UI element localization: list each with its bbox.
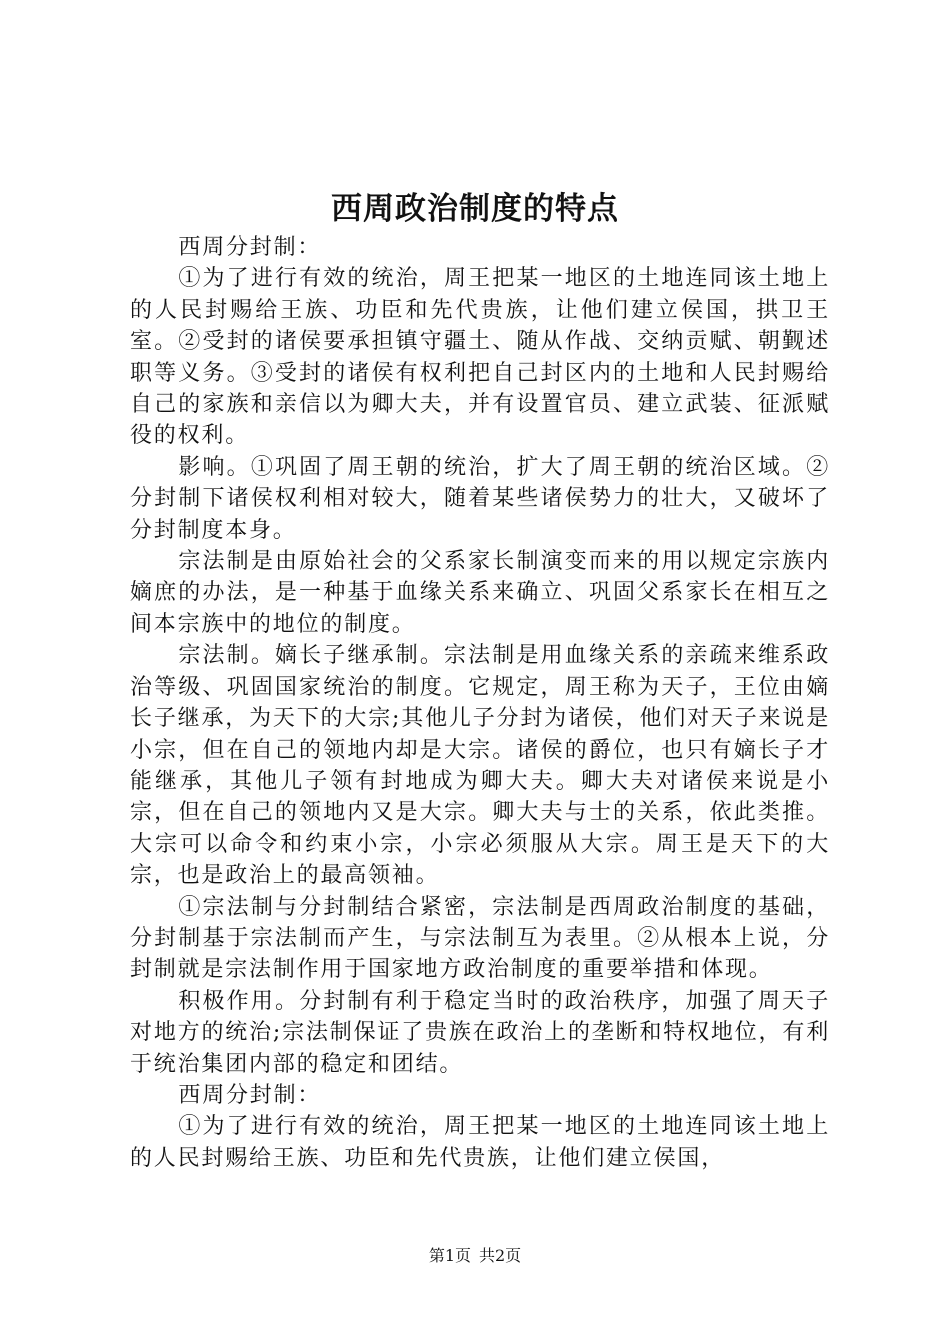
document-body bbox=[130, 232, 830, 1174]
paragraph-fengjian-content: ①为了进行有效的统治，周王把某一地区的土地连同该土地上的人民封赐给王族、功臣和先代贵族，让他们建立侯国，拱卫王室。②受封的诸侯要承担镇守疆土、随从作战、交纳贡赋、朝觐述职等义务。③受封的诸侯有权利把自己封区内的土地和人民封赐给自己的家族和亲信以为卿大夫，并有设置官员、建立武装、征派赋役的权利。 bbox=[130, 266, 830, 449]
paragraph-influence: 影响。①巩固了周王朝的统治，扩大了周王朝的统治区域。②分封制下诸侯权利相对较大，随着某些诸侯势力的壮大，又破坏了分封制度本身。 bbox=[130, 454, 830, 543]
paragraph-fengjian-heading: 西周分封制： bbox=[178, 235, 322, 260]
paragraph-positive-effect: 积极作用。分封制有利于稳定当时的政治秩序，加强了周天子对地方的统治;宗法制保证了贵族在政治上的垄断和特权地位，有利于统治集团内部的稳定和团结。 bbox=[130, 988, 830, 1077]
paragraph-zongfa-content: 宗法制。嫡长子继承制。宗法制是用血缘关系的亲疏来维系政治等级、巩固国家统治的制度。它规定，周王称为天子，王位由嫡长子继承，为天下的大宗;其他儿子分封为诸侯，他们对天子来说是小宗，但在自己的领地内却是大宗。诸侯的爵位，也只有嫡长子才能继承，其他儿子领有封地成为卿大夫。卿大夫对诸侯来说是小宗，但在自己的领地内又是大宗。卿大夫与士的关系，依此类推。大宗可以命令和约束小宗，小宗必须服从大宗。周王是天下的大宗，也是政治上的最高领袖。 bbox=[130, 643, 830, 889]
page-number: 第1页 bbox=[428, 1246, 471, 1265]
paragraph-zongfa-definition: 宗法制是由原始社会的父系家长制演变而来的用以规定宗族内嫡庶的办法，是一种基于血缘关系来确立、巩固父系家长在相互之间本宗族中的地位的制度。 bbox=[130, 549, 830, 637]
paragraph-relationship: ①宗法制与分封制结合紧密，宗法制是西周政治制度的基础，分封制基于宗法制而产生，与宗法制互为表里。②从根本上说，分封制就是宗法制作用于国家地方政治制度的重要举措和体现。 bbox=[130, 894, 830, 983]
page-total: 共2页 bbox=[479, 1246, 522, 1265]
page-footer bbox=[0, 1245, 950, 1267]
paragraph-fengjian-content-repeat: ①为了进行有效的统治，周王把某一地区的土地连同该土地上的人民封赐给王族、功臣和先代贵族，让他们建立侯国， bbox=[130, 1114, 830, 1171]
document-title: 西周政治制度的特点 bbox=[331, 191, 619, 227]
paragraph-fengjian-heading-repeat: 西周分封制： bbox=[178, 1082, 322, 1108]
